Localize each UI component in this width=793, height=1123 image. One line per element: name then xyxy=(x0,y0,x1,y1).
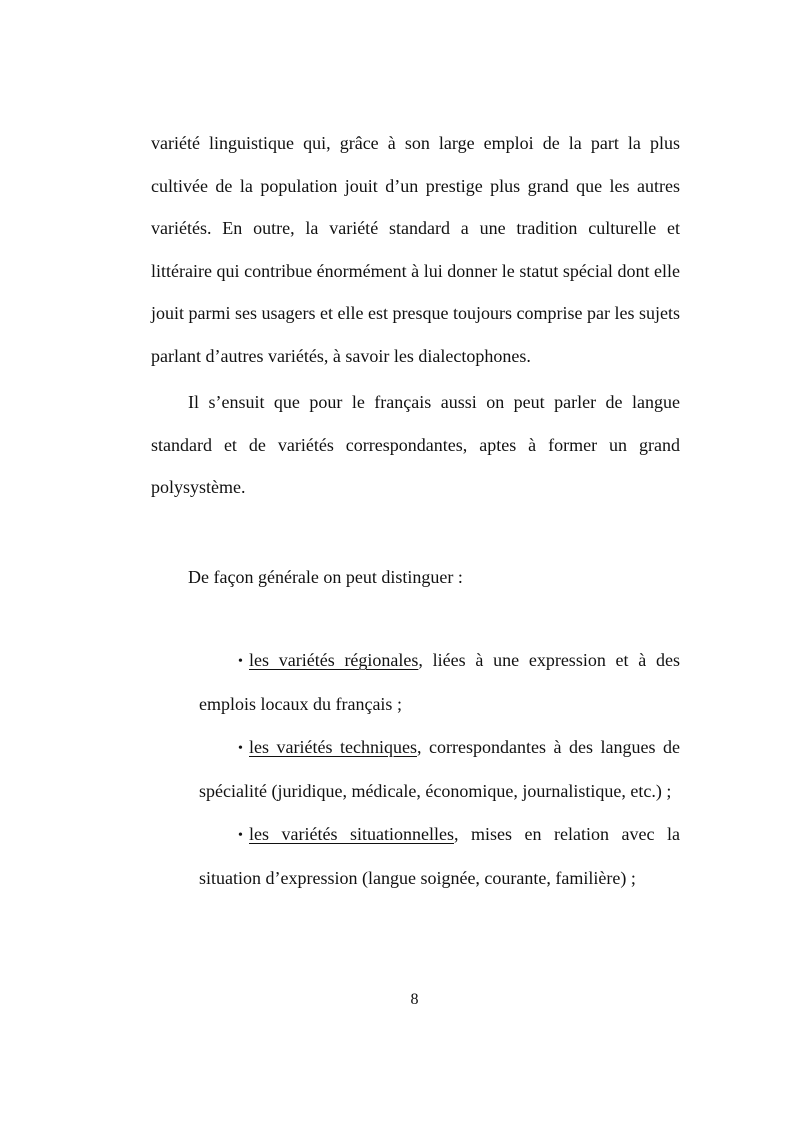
list-item-situational xyxy=(199,813,680,900)
item-text: , correspondantes à des langues de spécialité (juridique, médicale, économique, journalistique, etc.) ; xyxy=(199,737,680,801)
bullet-icon: • xyxy=(238,654,243,669)
list-intro: De façon générale on peut distinguer : xyxy=(188,567,463,587)
paragraph-polysystem: Il s’ensuit que pour le français aussi on peut parler de langue standard et de variétés correspondantes, aptes à former un grand polysystème. xyxy=(151,392,680,498)
term-technical: les variétés techniques xyxy=(249,737,417,757)
term-situational: les variétés situationnelles xyxy=(249,824,454,844)
varieties-list xyxy=(199,639,680,900)
term-regional: les variétés régionales xyxy=(249,650,419,670)
item-text: , liées à une expression et à des emplois locaux du français ; xyxy=(199,650,681,714)
paragraph-standard-variety: variété linguistique qui, grâce à son large emploi de la part la plus cultivée de la population jouit d’un prestige plus grand que les autres variétés. En outre, la variété standard a une tradition culturelle et littéraire qui contribue énormément à lui donner le statut spécial dont elle jouit parmi ses usagers et elle est presque toujours comprise par les sujets parlant d’autres variétés, à savoir les dialectophones. xyxy=(151,133,680,366)
list-item-technical xyxy=(199,726,680,813)
bullet-icon: • xyxy=(238,741,243,756)
list-item-regional xyxy=(199,639,680,726)
item-text: , mises en relation avec la situation d’expression (langue soignée, courante, familière) ; xyxy=(199,824,680,888)
bullet-icon: • xyxy=(238,828,243,843)
page-number: 8 xyxy=(410,991,419,1008)
